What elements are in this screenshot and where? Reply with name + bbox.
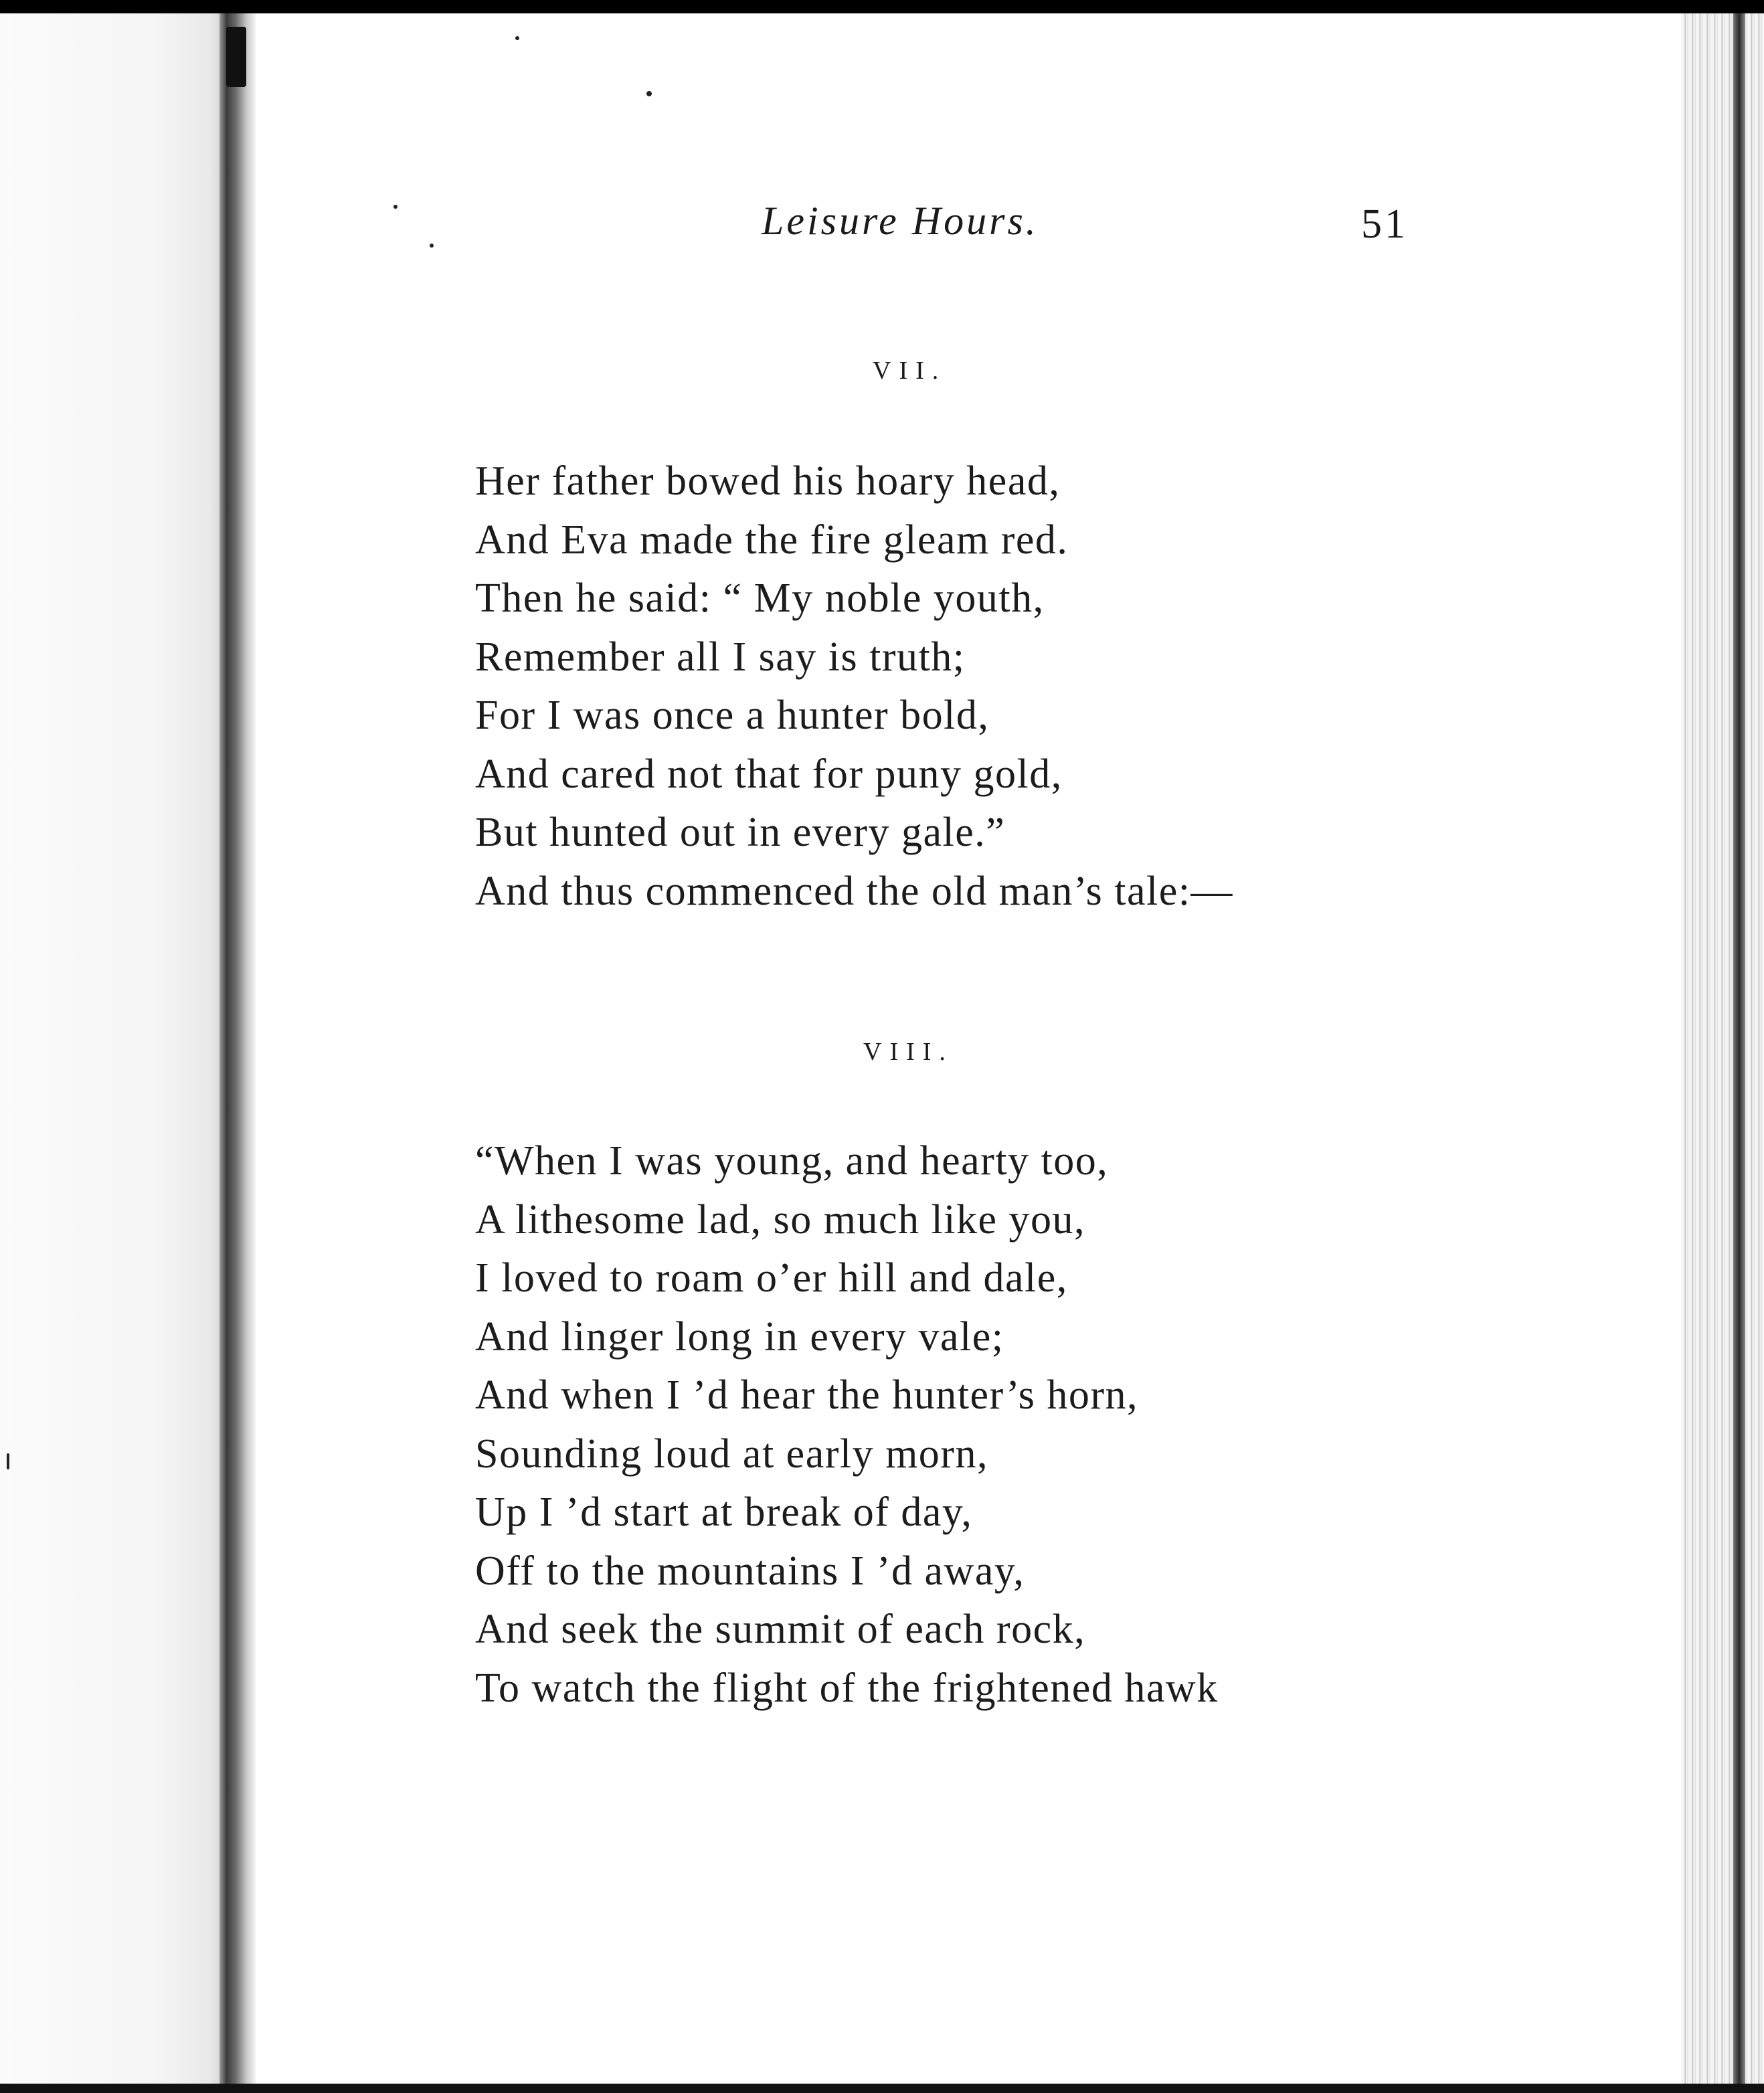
facing-page-blank	[0, 13, 221, 2084]
dust-speck	[515, 36, 519, 40]
poem-line: A lithesome lad, so much like you,	[475, 1196, 1086, 1243]
poem-line: And cared not that for puny gold,	[475, 751, 1063, 797]
dust-speck	[393, 205, 398, 209]
binding-gutter	[219, 13, 256, 2084]
poem-line: “When I was young, and hearty too,	[475, 1138, 1109, 1184]
poem-line: Off to the mountains I ’d away,	[475, 1548, 1025, 1594]
stanza-vii	[475, 452, 1233, 921]
poem-line: Then he said: “ My noble youth,	[475, 575, 1045, 621]
poem-line: For I was once a hunter bold,	[475, 693, 990, 738]
page-edge-shadow	[1733, 13, 1745, 2084]
poem-line: To watch the flight of the frightened hawk	[475, 1665, 1219, 1711]
scan-top-border	[0, 0, 1764, 13]
poem-line: And when I ’d hear the hunter’s horn,	[475, 1372, 1138, 1418]
poem-line: I loved to roam o’er hill and dale,	[475, 1255, 1068, 1301]
poem-line: Sounding loud at early morn,	[475, 1431, 988, 1477]
dust-speck	[646, 91, 652, 96]
book-page	[256, 13, 1681, 2084]
stanza-viii	[475, 1132, 1219, 1718]
poem-line: And Eva made the fire gleam red.	[475, 517, 1069, 563]
poem-line: But hunted out in every gale.”	[475, 810, 1006, 855]
page-edges	[1681, 13, 1764, 2084]
scan-bottom-border	[0, 2084, 1764, 2093]
page-number: 51	[1361, 201, 1408, 247]
poem-line: Her father bowed his hoary head,	[475, 458, 1061, 504]
gutter-mark	[226, 27, 246, 87]
running-head: Leisure Hours.	[762, 199, 1039, 243]
poem-line: And thus commenced the old man’s tale:—	[475, 868, 1233, 914]
stanza-number-vii: VII.	[873, 357, 947, 385]
poem-line: Up I ’d start at break of day,	[475, 1489, 973, 1535]
dust-speck	[430, 244, 434, 248]
dust-speck	[7, 1453, 9, 1469]
poem-line: And seek the summit of each rock,	[475, 1607, 1086, 1652]
stanza-number-viii: VIII.	[863, 1038, 954, 1066]
poem-line: And linger long in every vale;	[475, 1313, 1004, 1360]
poem-line: Remember all I say is truth;	[475, 634, 966, 680]
